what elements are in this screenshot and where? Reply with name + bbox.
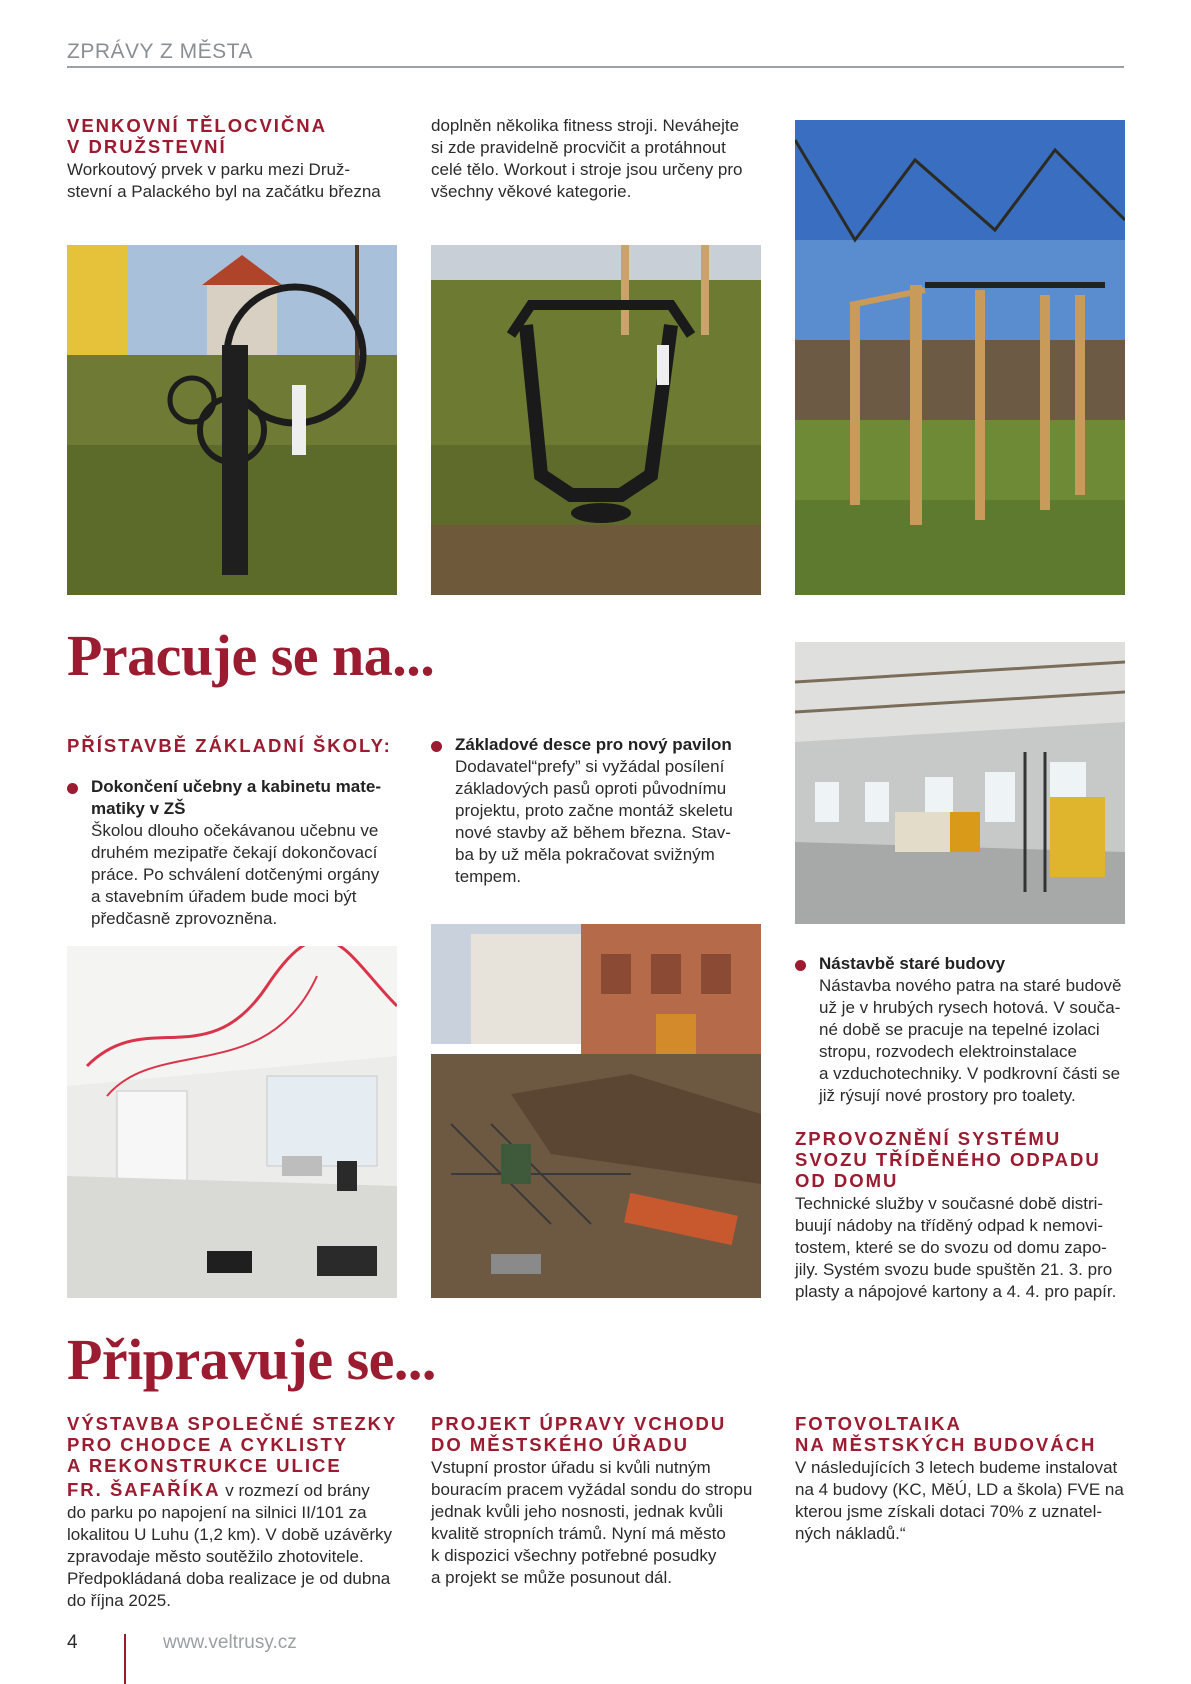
heading-vchod: PROJEKT ÚPRAVY VCHODU DO MĚSTSKÉHO ÚŘADU bbox=[431, 1413, 727, 1455]
heading-svoz: ZPROVOZNĚNÍ SYSTÉMU SVOZU TŘÍDĚNÉHO ODPADU OD DOMU bbox=[795, 1128, 1101, 1191]
subheading-pristavba: PŘÍSTAVBĚ ZÁKLADNÍ ŠKOLY: bbox=[67, 735, 392, 756]
page-number: 4 bbox=[67, 1632, 78, 1653]
heading-pracuje: Pracuje se na... bbox=[67, 623, 435, 688]
stezka-heading-inline: FR. ŠAFAŘÍKA bbox=[67, 1479, 221, 1500]
item-nastavba-title: Nástavbě staré budovy bbox=[819, 954, 1006, 973]
photo-school-interior bbox=[795, 642, 1125, 924]
footer-divider bbox=[124, 1634, 126, 1684]
item-ucebna-text: Školou dlouho očekávanou učebnu ve druhém mezipatře čekají dokončovací práce. Po schválení dotčenými orgány a stavebním úřadem bude moci být předčasně zprovozněna. bbox=[91, 821, 380, 928]
photo-foundation-works bbox=[431, 924, 761, 1298]
heading-stezka: VÝSTAVBA SPOLEČNÉ STEZKY PRO CHODCE A CYKLISTY A REKONSTRUKCE ULICE bbox=[67, 1413, 398, 1476]
section-heading-telocvicna: VENKOVNÍ TĚLOCVIČNA V DRUŽSTEVNÍ bbox=[67, 115, 328, 157]
header-rule bbox=[67, 66, 1124, 68]
vchod-text: Vstupní prostor úřadu si kvůli nutným bouracím pracem vyžádal sondu do stropu jednak kvůli jeho nosnosti, jednak kvůli kvalitě stropních trámů. Nyní má město k dispozici všechny potřebné posudky a projekt se může posunout dál. bbox=[431, 1458, 753, 1587]
item-ucebna-title: Dokončení učebny a kabinetu mate- matiky v ZŠ bbox=[91, 777, 382, 818]
stezka-text: FR. ŠAFAŘÍKA v rozmezí od brány do parku po napojení na silnici II/101 za lokalitou U Luhu (1,2 km). V době uzávěrky zpravodaje město soutěžilo zhotovitele. Předpokládaná doba realizace je od dubna do října 2025. bbox=[67, 1479, 407, 1612]
running-head: ZPRÁVY Z MĚSTA bbox=[67, 40, 253, 63]
footer-url-link[interactable]: www.veltrusy.cz bbox=[163, 1632, 297, 1653]
bullet-dot bbox=[795, 960, 806, 971]
heading-pripravuje: Připravuje se... bbox=[67, 1327, 436, 1392]
telocvicna-text-col2: doplněn několika fitness stroji. Neváhejte si zde pravidelně procvičit a protáhnout celé tělo. Workout i stroje jsou určeny pro všechny věkové kategorie. bbox=[431, 116, 743, 201]
svoz-text: Technické služby v současné době distri- buují nádoby na tříděný odpad k nemovi- tostem, které se do svozu od domu zapo- jily. Systém svozu bude spuštěn 21. 3. pro plasty a nápojové kartony a 4. 4. pro papír. bbox=[795, 1194, 1117, 1301]
stezka-first-line: FR. ŠAFAŘÍKA v rozmezí od brány bbox=[67, 1479, 370, 1500]
telocvicna-text-col1: Workoutový prvek v parku mezi Druž- stevní a Palackého byl na začátku března bbox=[67, 160, 381, 201]
heading-fotovoltaika: FOTOVOLTAIKA NA MĚSTSKÝCH BUDOVÁCH bbox=[795, 1413, 1097, 1455]
photo-wheel-machine bbox=[67, 245, 397, 595]
fotovoltaika-text: V následujících 3 letech budeme instalovat na 4 budovy (KC, MěÚ, LD a škola) FVE na kterou jsme získali dotaci 70% z uznatel- ných nákladů.“ bbox=[795, 1458, 1124, 1543]
item-nastavba-text: Nástavba nového patra na staré budově už je v hrubých rysech hotová. V souča- né době se pracuje na tepelné izolaci stropu, rozvodech elektroinstalace a vzduchotechniky. V podkrovní části se již rýsují nové prostory pro toalety. bbox=[819, 976, 1122, 1105]
photo-workout-rig bbox=[795, 120, 1125, 595]
item-zaklady-text: Dodavatel“prefy” si vyžádal posílení základových pasů oproti původnímu projektu, proto začne montáž skeletu nové stavby až během března. Stav- ba by už měla pokračovat svižným tempem. bbox=[455, 757, 733, 886]
bullet-dot bbox=[67, 783, 78, 794]
photo-air-walker bbox=[431, 245, 761, 595]
bullet-dot bbox=[431, 741, 442, 752]
item-zaklady-title: Základové desce pro nový pavilon bbox=[455, 735, 732, 754]
photo-classroom-cables bbox=[67, 946, 397, 1298]
